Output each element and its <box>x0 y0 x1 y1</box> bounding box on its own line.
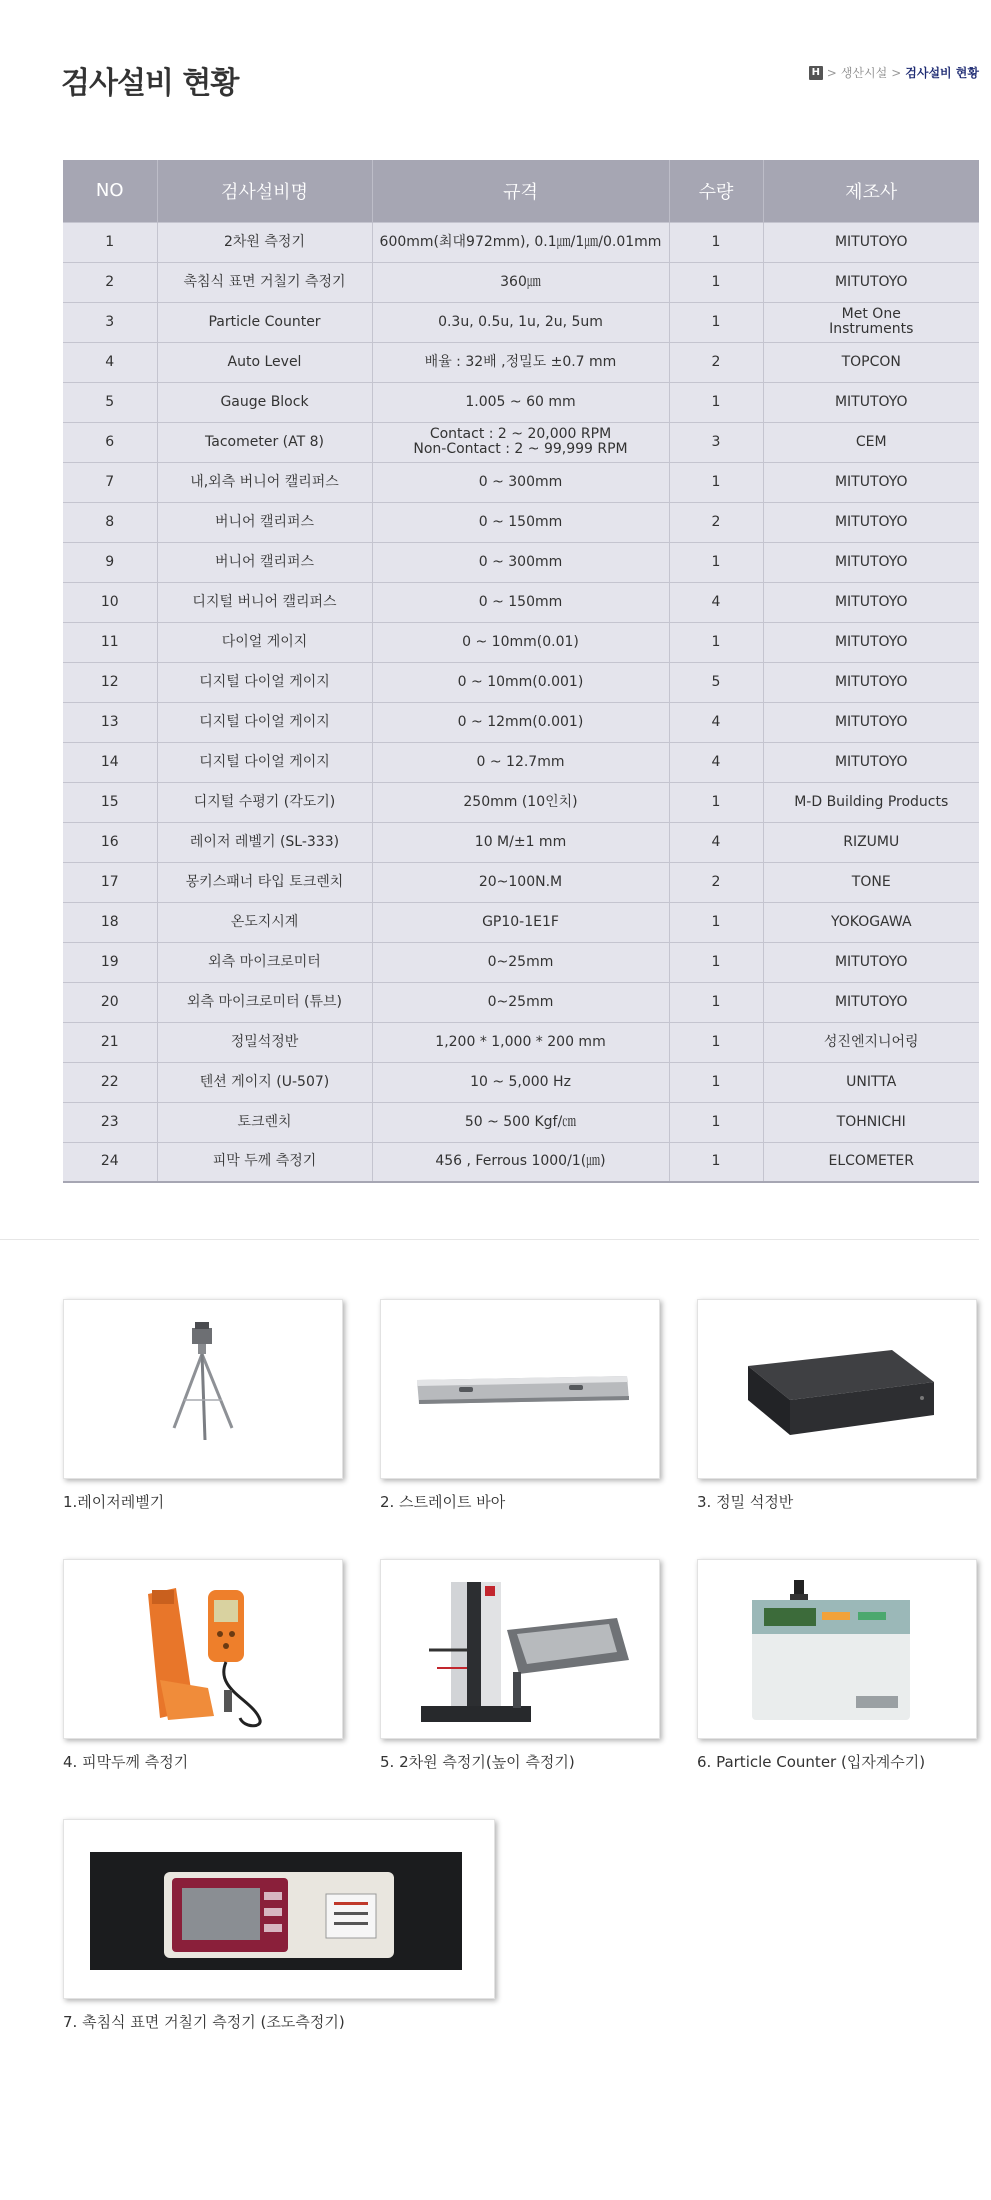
breadcrumb-separator: > <box>826 65 837 80</box>
gallery-caption: 3. 정밀 석정반 <box>697 1493 794 1511</box>
cell-name: 레이저 레벨기 (SL-333) <box>157 822 372 862</box>
table-row <box>63 582 979 622</box>
column-header-spec: 규격 <box>372 160 669 222</box>
cell-quantity: 2 <box>669 502 763 542</box>
table-row <box>63 342 979 382</box>
cell-spec: 20~100N.M <box>372 862 669 902</box>
cell-manufacturer: MITUTOYO <box>763 582 979 622</box>
cell-quantity: 1 <box>669 1022 763 1062</box>
cell-name: 디지털 다이얼 게이지 <box>157 742 372 782</box>
gallery-caption: 2. 스트레이트 바아 <box>380 1493 506 1511</box>
table-row <box>63 702 979 742</box>
cell-quantity: 1 <box>669 622 763 662</box>
gallery-caption: 4. 피막두께 측정기 <box>63 1753 189 1771</box>
cell-manufacturer: MITUTOYO <box>763 462 979 502</box>
gallery-item <box>63 1559 343 1772</box>
cell-no: 8 <box>63 502 157 542</box>
cell-quantity: 4 <box>669 742 763 782</box>
table-row <box>63 622 979 662</box>
cell-no: 5 <box>63 382 157 422</box>
cell-name: 버니어 캘리퍼스 <box>157 502 372 542</box>
cell-no: 16 <box>63 822 157 862</box>
cell-manufacturer: MITUTOYO <box>763 742 979 782</box>
cell-quantity: 1 <box>669 1062 763 1102</box>
cell-quantity: 4 <box>669 822 763 862</box>
cell-quantity: 1 <box>669 1102 763 1142</box>
cell-name: Auto Level <box>157 342 372 382</box>
tripod-laser-level-photo <box>63 1299 343 1479</box>
table-header-row <box>63 160 979 222</box>
cell-name: 2차원 측정기 <box>157 222 372 262</box>
cell-spec: 0.3u, 0.5u, 1u, 2u, 5um <box>372 302 669 342</box>
cell-quantity: 1 <box>669 902 763 942</box>
cell-spec: 0 ~ 300mm <box>372 462 669 502</box>
cell-quantity: 1 <box>669 462 763 502</box>
cell-manufacturer: MITUTOYO <box>763 702 979 742</box>
cell-name: 디지털 수평기 (각도기) <box>157 782 372 822</box>
cell-no: 15 <box>63 782 157 822</box>
cell-manufacturer: TOHNICHI <box>763 1102 979 1142</box>
cell-manufacturer: MITUTOYO <box>763 262 979 302</box>
cell-manufacturer: MITUTOYO <box>763 222 979 262</box>
cell-manufacturer: MITUTOYO <box>763 662 979 702</box>
table-row <box>63 1022 979 1062</box>
column-header-manufacturer: 제조사 <box>763 160 979 222</box>
cell-spec: 0 ~ 10mm(0.01) <box>372 622 669 662</box>
cell-name: 외측 마이크로미터 <box>157 942 372 982</box>
cell-name: 촉침식 표면 거칠기 측정기 <box>157 262 372 302</box>
table-row <box>63 1102 979 1142</box>
cell-no: 10 <box>63 582 157 622</box>
cell-manufacturer: RIZUMU <box>763 822 979 862</box>
cell-no: 1 <box>63 222 157 262</box>
cell-quantity: 1 <box>669 1142 763 1182</box>
cell-spec: 250mm (10인치) <box>372 782 669 822</box>
home-icon[interactable]: H <box>809 66 823 80</box>
gallery-caption: 1.레이저레벨기 <box>63 1493 165 1511</box>
page-header <box>61 52 979 104</box>
cell-manufacturer: Met One Instruments <box>763 302 979 342</box>
cell-quantity: 1 <box>669 302 763 342</box>
cell-manufacturer: TOPCON <box>763 342 979 382</box>
page-title: 검사설비 현황 <box>61 66 239 101</box>
cell-manufacturer: M-D Building Products <box>763 782 979 822</box>
cell-no: 21 <box>63 1022 157 1062</box>
cell-quantity: 1 <box>669 542 763 582</box>
cell-quantity: 4 <box>669 702 763 742</box>
section-divider <box>0 1239 979 1240</box>
table-row <box>63 382 979 422</box>
cell-manufacturer: YOKOGAWA <box>763 902 979 942</box>
cell-manufacturer: 성진엔지니어링 <box>763 1022 979 1062</box>
cell-manufacturer: MITUTOYO <box>763 982 979 1022</box>
cell-name: Tacometer (AT 8) <box>157 422 372 462</box>
cell-spec: 0 ~ 10mm(0.001) <box>372 662 669 702</box>
granite-surface-plate-photo <box>697 1299 977 1479</box>
cell-name: 디지털 다이얼 게이지 <box>157 702 372 742</box>
table-row <box>63 502 979 542</box>
cell-no: 12 <box>63 662 157 702</box>
breadcrumb-separator: > <box>891 65 902 80</box>
equipment-table <box>63 160 979 1183</box>
cell-spec: 0 ~ 12mm(0.001) <box>372 702 669 742</box>
cell-manufacturer: MITUTOYO <box>763 382 979 422</box>
cell-name: 버니어 캘리퍼스 <box>157 542 372 582</box>
table-row <box>63 862 979 902</box>
table-row <box>63 662 979 702</box>
cell-quantity: 2 <box>669 342 763 382</box>
gallery-item <box>63 1819 495 2032</box>
cell-name: 디지털 다이얼 게이지 <box>157 662 372 702</box>
cell-manufacturer: ELCOMETER <box>763 1142 979 1182</box>
table-row <box>63 542 979 582</box>
cell-quantity: 4 <box>669 582 763 622</box>
cell-spec: 456 , Ferrous 1000/1(㎛) <box>372 1142 669 1182</box>
cell-spec: 1,200 * 1,000 * 200 mm <box>372 1022 669 1062</box>
gallery-item <box>380 1299 660 1512</box>
cell-spec: 50 ~ 500 Kgf/㎝ <box>372 1102 669 1142</box>
table-row <box>63 1062 979 1102</box>
particle-counter-photo <box>697 1559 977 1739</box>
table-row <box>63 302 979 342</box>
cell-no: 3 <box>63 302 157 342</box>
cell-name: 몽키스패너 타입 토크렌치 <box>157 862 372 902</box>
cell-no: 9 <box>63 542 157 582</box>
cell-quantity: 1 <box>669 262 763 302</box>
cell-spec: 600mm(최대972mm), 0.1㎛/1㎛/0.01mm <box>372 222 669 262</box>
cell-quantity: 5 <box>669 662 763 702</box>
table-row <box>63 462 979 502</box>
gallery-item <box>380 1559 660 1772</box>
cell-quantity: 3 <box>669 422 763 462</box>
table-row <box>63 1142 979 1182</box>
cell-name: 디지털 버니어 캘리퍼스 <box>157 582 372 622</box>
gallery-item <box>697 1559 977 1772</box>
cell-no: 2 <box>63 262 157 302</box>
cell-name: 외측 마이크로미터 (튜브) <box>157 982 372 1022</box>
cell-spec: 10 M/±1 mm <box>372 822 669 862</box>
cell-manufacturer: CEM <box>763 422 979 462</box>
table-row <box>63 262 979 302</box>
cell-spec: 0 ~ 12.7mm <box>372 742 669 782</box>
cell-no: 4 <box>63 342 157 382</box>
cell-no: 20 <box>63 982 157 1022</box>
cell-spec: Contact : 2 ~ 20,000 RPM Non-Contact : 2 ~ 99,999 RPM <box>372 422 669 462</box>
cell-quantity: 1 <box>669 222 763 262</box>
table-row <box>63 942 979 982</box>
cell-no: 6 <box>63 422 157 462</box>
cell-name: 정밀석정반 <box>157 1022 372 1062</box>
cell-no: 23 <box>63 1102 157 1142</box>
surface-roughness-tester-photo <box>63 1819 495 1999</box>
cell-no: 11 <box>63 622 157 662</box>
gallery-item <box>63 1299 343 1512</box>
table-row <box>63 822 979 862</box>
table-row <box>63 782 979 822</box>
cell-quantity: 2 <box>669 862 763 902</box>
cell-no: 18 <box>63 902 157 942</box>
cell-no: 13 <box>63 702 157 742</box>
cell-manufacturer: MITUTOYO <box>763 622 979 662</box>
cell-manufacturer: MITUTOYO <box>763 542 979 582</box>
cell-no: 7 <box>63 462 157 502</box>
breadcrumb-current: 검사설비 현황 <box>905 66 979 80</box>
breadcrumb-parent[interactable]: 생산시설 <box>840 66 888 80</box>
table-row <box>63 742 979 782</box>
cell-spec: 360㎛ <box>372 262 669 302</box>
table-row <box>63 422 979 462</box>
column-header-name: 검사설비명 <box>157 160 372 222</box>
cell-no: 19 <box>63 942 157 982</box>
gallery-caption: 7. 촉침식 표면 거칠기 측정기 (조도측정기) <box>63 2013 345 2031</box>
cell-name: 다이얼 게이지 <box>157 622 372 662</box>
table-body <box>63 222 979 1182</box>
coating-thickness-gauge-photo <box>63 1559 343 1739</box>
cell-quantity: 1 <box>669 942 763 982</box>
cell-manufacturer: MITUTOYO <box>763 942 979 982</box>
cell-quantity: 1 <box>669 782 763 822</box>
cell-spec: 0 ~ 150mm <box>372 582 669 622</box>
cell-name: 온도지시계 <box>157 902 372 942</box>
cell-spec: 0 ~ 300mm <box>372 542 669 582</box>
cell-name: Gauge Block <box>157 382 372 422</box>
cell-spec: 0 ~ 150mm <box>372 502 669 542</box>
table-row <box>63 902 979 942</box>
column-header-quantity: 수량 <box>669 160 763 222</box>
cell-no: 14 <box>63 742 157 782</box>
cell-name: 텐션 게이지 (U-507) <box>157 1062 372 1102</box>
breadcrumb <box>809 64 979 81</box>
gallery-caption: 6. Particle Counter (입자계수기) <box>697 1753 926 1771</box>
cell-spec: 1.005 ~ 60 mm <box>372 382 669 422</box>
cell-spec: GP10-1E1F <box>372 902 669 942</box>
table-row <box>63 982 979 1022</box>
gallery-caption: 5. 2차원 측정기(높이 측정기) <box>380 1753 575 1771</box>
table-row <box>63 222 979 262</box>
cell-no: 17 <box>63 862 157 902</box>
cell-no: 22 <box>63 1062 157 1102</box>
cell-quantity: 1 <box>669 382 763 422</box>
cell-spec: 0~25mm <box>372 982 669 1022</box>
cell-spec: 0~25mm <box>372 942 669 982</box>
cell-spec: 10 ~ 5,000 Hz <box>372 1062 669 1102</box>
cell-name: Particle Counter <box>157 302 372 342</box>
cell-manufacturer: MITUTOYO <box>763 502 979 542</box>
cell-manufacturer: UNITTA <box>763 1062 979 1102</box>
gallery-item <box>697 1299 977 1512</box>
cell-name: 피막 두께 측정기 <box>157 1142 372 1182</box>
cell-quantity: 1 <box>669 982 763 1022</box>
cell-manufacturer: TONE <box>763 862 979 902</box>
cell-spec: 배율 : 32배 ,정밀도 ±0.7 mm <box>372 342 669 382</box>
straight-bar-photo <box>380 1299 660 1479</box>
cell-no: 24 <box>63 1142 157 1182</box>
cell-name: 내,외측 버니어 캘리퍼스 <box>157 462 372 502</box>
column-header-no: NO <box>63 160 157 222</box>
cell-name: 토크렌치 <box>157 1102 372 1142</box>
height-gauge-photo <box>380 1559 660 1739</box>
